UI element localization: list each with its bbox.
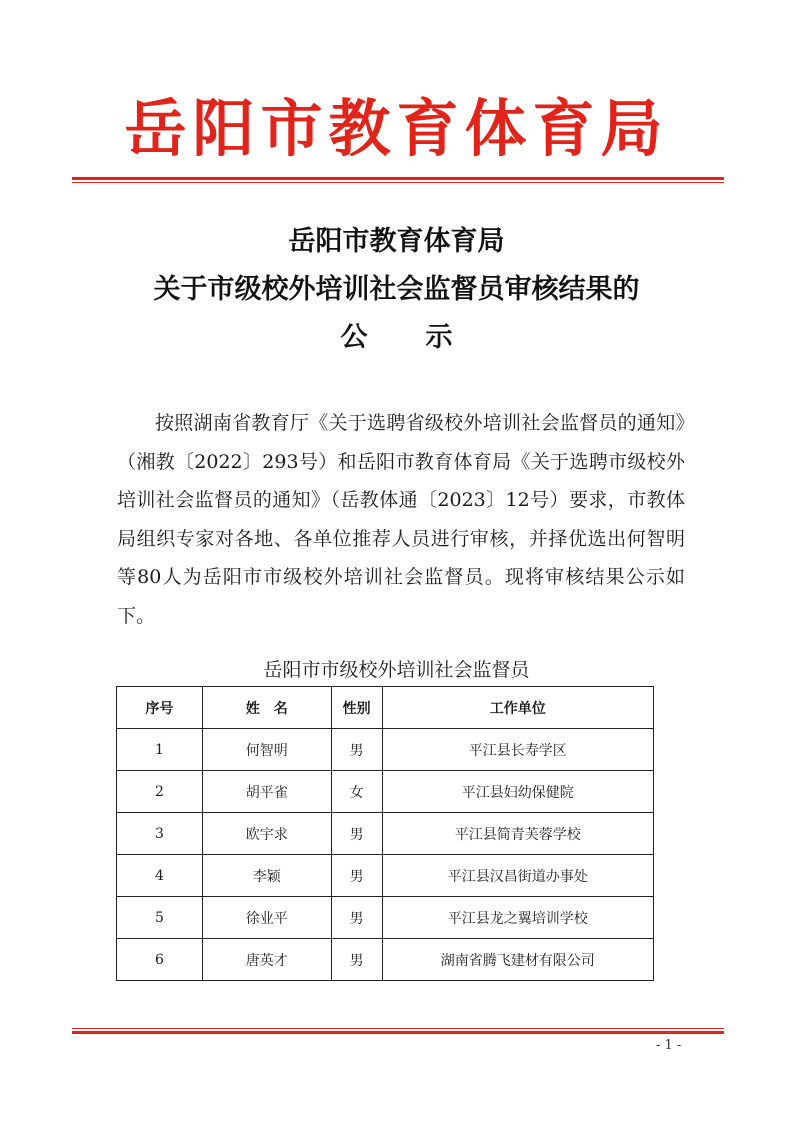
table-row [117,729,654,771]
table-row [117,813,654,855]
notice-body [117,404,685,635]
table-row [117,855,654,897]
cell-gender: 男 [331,855,382,897]
cell-serial: 2 [117,771,203,813]
cell-name: 何智明 [202,729,331,771]
cell-name: 唐英才 [202,939,331,981]
page-number: - 1 - [656,1038,682,1053]
cell-workplace: 平江县汉昌街道办事处 [382,855,653,897]
cell-serial: 5 [117,897,203,939]
table-row [117,939,654,981]
cell-name: 李颖 [202,855,331,897]
table-row [117,897,654,939]
footer-red-rule [72,1028,724,1035]
footer-rule-thin-line [72,1028,724,1029]
header-name: 姓 名 [202,687,331,729]
cell-serial: 1 [117,729,203,771]
notice-title-line1: 岳阳市教育体育局 [288,226,505,257]
letterhead-red-rule [72,177,724,184]
table-caption: 岳阳市市级校外培训社会监督员 [263,659,530,681]
cell-serial: 6 [117,939,203,981]
cell-workplace: 平江县妇幼保健院 [382,771,653,813]
cell-workplace: 平江县简青芙蓉学校 [382,813,653,855]
footer-rule-thick-line [72,1031,724,1034]
header-gender: 性别 [331,687,382,729]
cell-name: 胡平雀 [202,771,331,813]
table-row [117,771,654,813]
red-rule-thin-line [72,182,724,183]
cell-gender: 男 [331,939,382,981]
cell-workplace: 平江县长寿学区 [382,729,653,771]
table-header-row [117,687,654,729]
header-serial: 序号 [117,687,203,729]
cell-workplace: 湖南省腾飞建材有限公司 [382,939,653,981]
cell-gender: 男 [331,813,382,855]
cell-serial: 4 [117,855,203,897]
cell-workplace: 平江县龙之翼培训学校 [382,897,653,939]
notice-title-line3: 公示 [340,322,511,353]
cell-gender: 男 [331,897,382,939]
cell-gender: 女 [331,771,382,813]
supervisor-table [116,686,654,981]
notice-title-line2: 关于市级校外培训社会监督员审核结果的 [153,274,640,305]
cell-serial: 3 [117,813,203,855]
cell-gender: 男 [331,729,382,771]
cell-name: 欧宇求 [202,813,331,855]
red-rule-thick-line [72,177,724,180]
cell-name: 徐业平 [202,897,331,939]
notice-body-paragraph: 按照湖南省教育厅《关于选聘省级校外培训社会监督员的通知》（湘教〔2022〕293号）和岳阳市教育体育局《关于选聘市级校外培训社会监督员的通知》（岳教体通〔2023〕12号）要求，市教体局组织专家对各地、各单位推荐人员进行审核，并择优选出何智明等80人为岳阳市市级校外培训社会监督员。现将审核结果公示如下。 [117,412,685,627]
header-workplace: 工作单位 [382,687,653,729]
letterhead-org-name: 岳阳市教育体育局 [124,92,669,165]
